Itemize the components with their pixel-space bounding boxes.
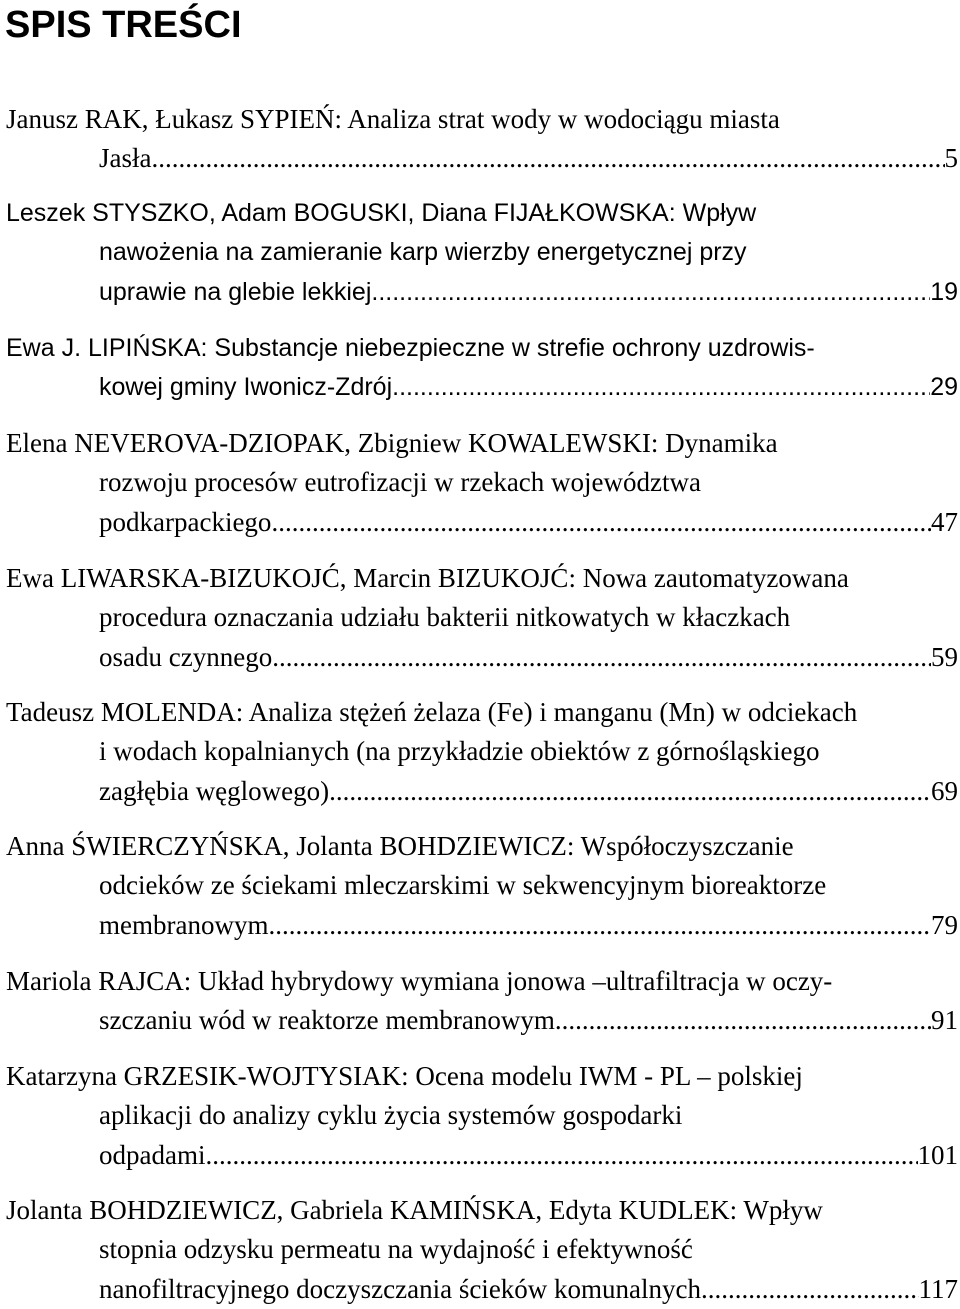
- toc-entry-line: Tadeusz MOLENDA: Analiza stężeń żelaza (Fe) i manganu (Mn) w odciekach: [6, 697, 858, 727]
- dot-leader: [371, 272, 930, 312]
- dot-leader: [555, 1000, 931, 1040]
- toc-entry-line: Janusz RAK, Łukasz SYPIEŃ: Analiza strat wody w wodociągu miasta: [6, 104, 780, 134]
- toc-entry-text: kowej gminy Iwonicz-Zdrój: [99, 373, 393, 401]
- toc-entry-text: Jasła: [99, 143, 152, 173]
- toc-entry-line: procedura oznaczania udziału bakterii nitkowatych w kłaczkach: [99, 602, 791, 632]
- toc-entry-text: odpadami: [99, 1140, 206, 1170]
- dot-leader: [151, 138, 944, 178]
- dot-leader: [205, 1135, 917, 1175]
- toc-entry-last-line: [99, 771, 958, 811]
- toc-entry-text: membranowym: [99, 910, 269, 940]
- toc-entry-line: stopnia odzysku permeatu na wydajność i efektywność: [99, 1234, 693, 1264]
- toc-entry-line: Mariola RAJCA: Układ hybrydowy wymiana jonowa –ultrafiltracja w oczy-: [6, 966, 833, 996]
- page-number: 117: [918, 1274, 958, 1304]
- dot-leader: [268, 905, 931, 945]
- toc-entry-line: odcieków ze ściekami mleczarskimi w sekwencyjnym bioreaktorze: [99, 870, 827, 900]
- page-number: 79: [931, 910, 958, 940]
- toc-entry-last-line: [99, 905, 958, 945]
- toc-entry-text: szczaniu wód w reaktorze membranowym: [99, 1005, 555, 1035]
- page-number: 5: [944, 143, 958, 173]
- dot-leader: [329, 771, 931, 811]
- page-number: 91: [931, 1005, 958, 1035]
- toc-entry-last-line: [99, 272, 958, 312]
- toc-entry-text: nanofiltracyjnego doczyszczania ścieków komunalnych: [99, 1274, 702, 1304]
- toc-entry-line: Ewa LIWARSKA-BIZUKOJĆ, Marcin BIZUKOJĆ: Nowa zautomatyzowana: [6, 563, 849, 593]
- toc-entry-last-line: [99, 1269, 958, 1309]
- toc-entry-text: osadu czynnego: [99, 642, 273, 672]
- toc-entry-line: Elena NEVEROVA-DZIOPAK, Zbigniew KOWALEWSKI: Dynamika: [6, 428, 778, 458]
- dot-leader: [701, 1269, 918, 1309]
- toc-entry-line: nawożenia na zamieranie karp wierzby energetycznej przy: [99, 238, 747, 266]
- toc-entry-line: Leszek STYSZKO, Adam BOGUSKI, Diana FIJAŁKOWSKA: Wpływ: [6, 199, 757, 227]
- toc-entry-last-line: [99, 1000, 958, 1040]
- toc-entry-last-line: [99, 502, 958, 542]
- dot-leader: [272, 637, 931, 677]
- toc-entry-last-line: [99, 138, 958, 178]
- page-title: SPIS TREŚCI: [5, 4, 242, 46]
- dot-leader: [392, 367, 930, 407]
- toc-entry-line: i wodach kopalnianych (na przykładzie obiektów z górnośląskiego: [99, 736, 820, 766]
- toc-entry-text: zagłębia węglowego): [99, 776, 330, 806]
- toc-entry-last-line: [99, 637, 958, 677]
- toc-entry-last-line: [99, 367, 958, 407]
- page-number: 47: [931, 507, 958, 537]
- page-number: 29: [930, 373, 958, 401]
- page-number: 101: [917, 1140, 958, 1170]
- toc-entry-line: Katarzyna GRZESIK-WOJTYSIAK: Ocena modelu IWM - PL – polskiej: [6, 1061, 803, 1091]
- toc-entry-last-line: [99, 1135, 958, 1175]
- toc-entry-line: Anna ŚWIERCZYŃSKA, Jolanta BOHDZIEWICZ: Współoczyszczanie: [6, 831, 794, 861]
- toc-entry-line: Ewa J. LIPIŃSKA: Substancje niebezpieczne w strefie ochrony uzdrowis-: [6, 334, 815, 362]
- toc-entry-line: rozwoju procesów eutrofizacji w rzekach województwa: [99, 467, 701, 497]
- dot-leader: [271, 502, 931, 542]
- toc-entry-line: Jolanta BOHDZIEWICZ, Gabriela KAMIŃSKA, Edyta KUDLEK: Wpływ: [6, 1195, 823, 1225]
- page-number: 69: [931, 776, 958, 806]
- page-number: 19: [930, 278, 958, 306]
- toc-entry-text: podkarpackiego: [99, 507, 272, 537]
- toc-entry-line: aplikacji do analizy cyklu życia systemów gospodarki: [99, 1100, 683, 1130]
- page-number: 59: [931, 642, 958, 672]
- toc-entry-text: uprawie na glebie lekkiej: [99, 278, 372, 306]
